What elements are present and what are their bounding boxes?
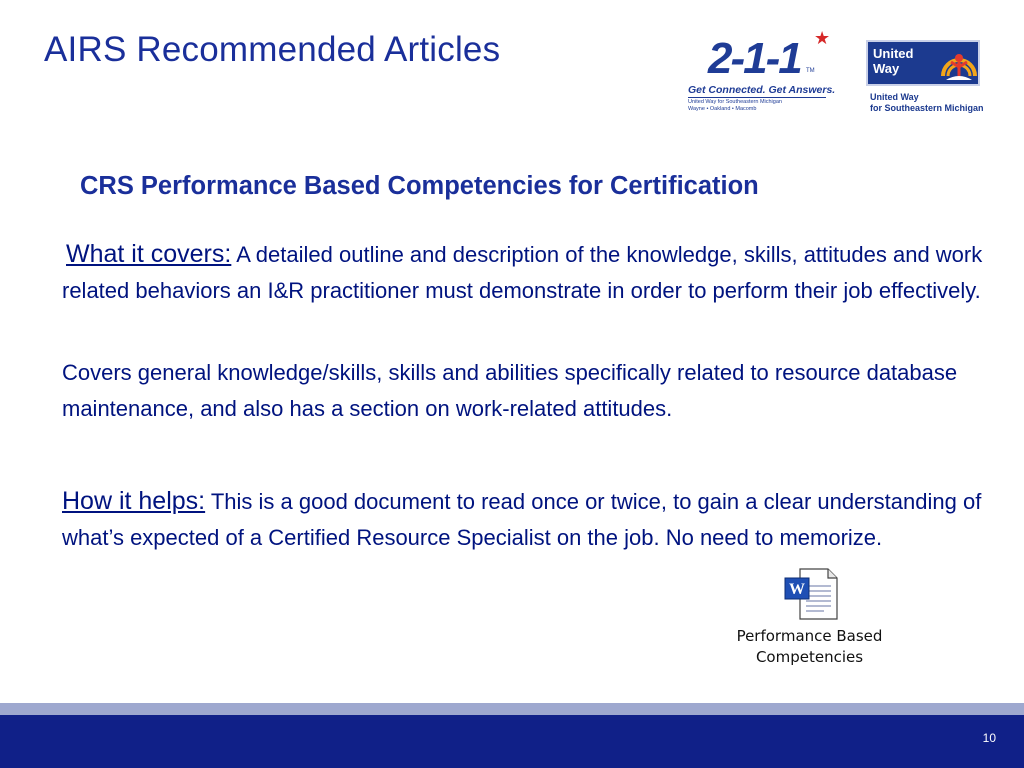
two-one-one-tagline: Get Connected. Get Answers.: [688, 84, 836, 96]
word-document-icon[interactable]: [784, 568, 838, 620]
two-one-one-logo: [684, 28, 836, 116]
svg-text:W: W: [789, 581, 805, 598]
how-it-helps-paragraph: [62, 483, 992, 556]
two-one-one-number: 2-1-1: [708, 34, 801, 83]
slide-title: AIRS Recommended Articles: [44, 30, 501, 69]
united-way-emblem-icon: [940, 46, 978, 84]
footer-accent-bar: [0, 703, 1024, 715]
star-icon: ★: [814, 28, 831, 48]
what-it-covers-paragraph: [62, 236, 992, 309]
logo-divider: [688, 97, 826, 98]
footer-bar: [0, 715, 1024, 768]
slide-number: 10: [982, 731, 996, 745]
embedded-document-caption[interactable]: Performance Based Competencies: [736, 627, 883, 666]
two-one-one-subline-2: Wayne • Oakland • Macomb: [688, 106, 757, 112]
united-way-badge: [866, 40, 980, 86]
how-it-helps-text: This is a good document to read once or twice, to gain a clear understanding of what’s expected of a Certified Resource Specialist on the job. No need to memorize.: [62, 489, 982, 550]
section-heading: CRS Performance Based Competencies for Certification: [80, 172, 759, 200]
united-way-badge-text: United Way: [873, 46, 914, 76]
what-it-covers-text: A detailed outline and description of the knowledge, skills, attitudes and work related behaviors an I&R practitioner must demonstrate in order to perform their job effectively.: [62, 242, 983, 303]
united-way-logo: [866, 40, 986, 116]
united-way-caption-2: for Southeastern Michigan: [870, 103, 984, 113]
united-way-caption-1: United Way: [870, 92, 919, 102]
covers-paragraph: Covers general knowledge/skills, skills and abilities specifically related to resource database maintenance, and also has a section on work-related attitudes.: [62, 360, 958, 421]
two-one-one-subline-1: United Way for Southeastern Michigan: [688, 99, 782, 105]
trademark-mark: TM: [806, 68, 815, 74]
embedded-document[interactable]: [722, 566, 897, 676]
what-it-covers-label: What it covers:: [66, 240, 232, 268]
how-it-helps-label: How it helps:: [62, 487, 206, 515]
